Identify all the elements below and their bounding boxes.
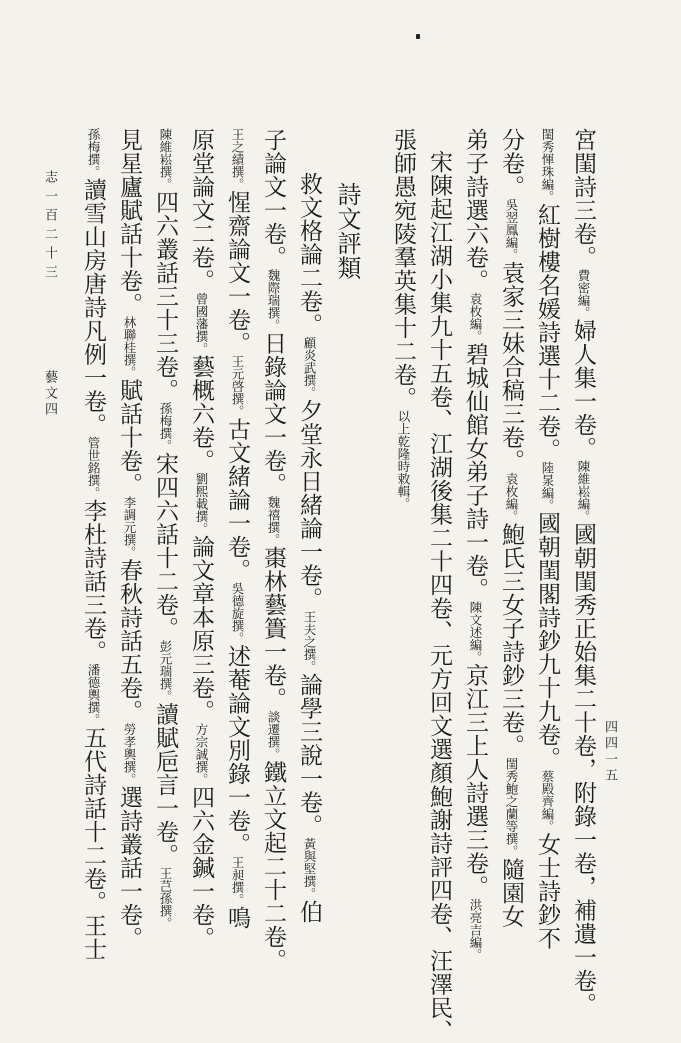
page-number: 四四一五 <box>602 720 617 784</box>
footer-section: 藝文四 <box>42 370 57 418</box>
text-column-5: 宋陳起江湖小集九十五卷、江湖後集二十四卷、元方回文選顏鮑謝詩評四卷、汪澤民、 <box>426 150 452 1043</box>
text-column-9: 子論文一卷。魏際瑞撰。日錄論文一卷。魏禧撰。棗林藝簣一卷。談遷撰。鐵立文起二十二卷。 <box>260 128 286 972</box>
text-column-10: 王之績撰。惺齋論文一卷。王元啓撰。古文緒論一卷。吳德旋撰。述菴論文別錄一卷。王昶撰。鳴 <box>224 128 250 930</box>
text-column-11: 原堂論文二卷。曾國藩撰。藝概六卷。劉熙載撰。論文章本原三卷。方宗誠撰。四六金鍼一卷。 <box>188 128 214 950</box>
text-column-1: 宮閨詩三卷。費密編。婦人集一卷。陳維崧編。國朝閨秀正始集二十卷，附錄一卷，補遺一卷。 <box>570 128 596 1016</box>
text-column-2: 閨秀惲珠編。紅樹樓名媛詩選十二卷。陸㫤編。國朝閨閣詩鈔九十九卷。蔡殿齊編。女士詩鈔不 <box>534 128 560 950</box>
text-column-12: 陳維崧撰。四六叢話三十三卷。孫梅撰。宋四六話十二卷。彭元瑞撰。讀賦巵言一卷。王芑孫撰。 <box>152 128 178 930</box>
section-heading: 詩文評類 <box>333 182 361 280</box>
footer-volume: 志一百二十三 <box>42 170 57 284</box>
text-column-8: 救文格論二卷。顧炎武撰。夕堂永日緒論一卷。王夫之撰。論學三說一卷。黃與堅撰。伯 <box>296 172 322 924</box>
text-column-3: 分卷。吳翌鳳編。袁家三妹合稿三卷。袁枚編。鮑氏三女子詩鈔三卷。閨秀鮑之蘭等撰。隨園女 <box>498 128 524 928</box>
text-column-13: 見星廬賦話十卷。林聯桂撰。賦話十卷。李調元撰。春秋詩話五卷。勞孝輿撰。選詩叢話一卷。 <box>116 128 142 950</box>
text-column-6: 張師愚宛陵羣英集十二卷。以上乾隆時敕輯。 <box>390 128 416 510</box>
ink-mark <box>416 34 420 39</box>
text-column-4: 弟子詩選六卷。袁枚編。碧城仙館女弟子詩一卷。陳文述編。京江三上人詩選三卷。洪亮吉編。 <box>462 128 488 961</box>
text-column-14: 孫梅撰。讀雪山房唐詩凡例一卷。管世銘撰。李杜詩話三卷。潘德輿撰。五代詩話十二卷。王士 <box>80 128 106 961</box>
